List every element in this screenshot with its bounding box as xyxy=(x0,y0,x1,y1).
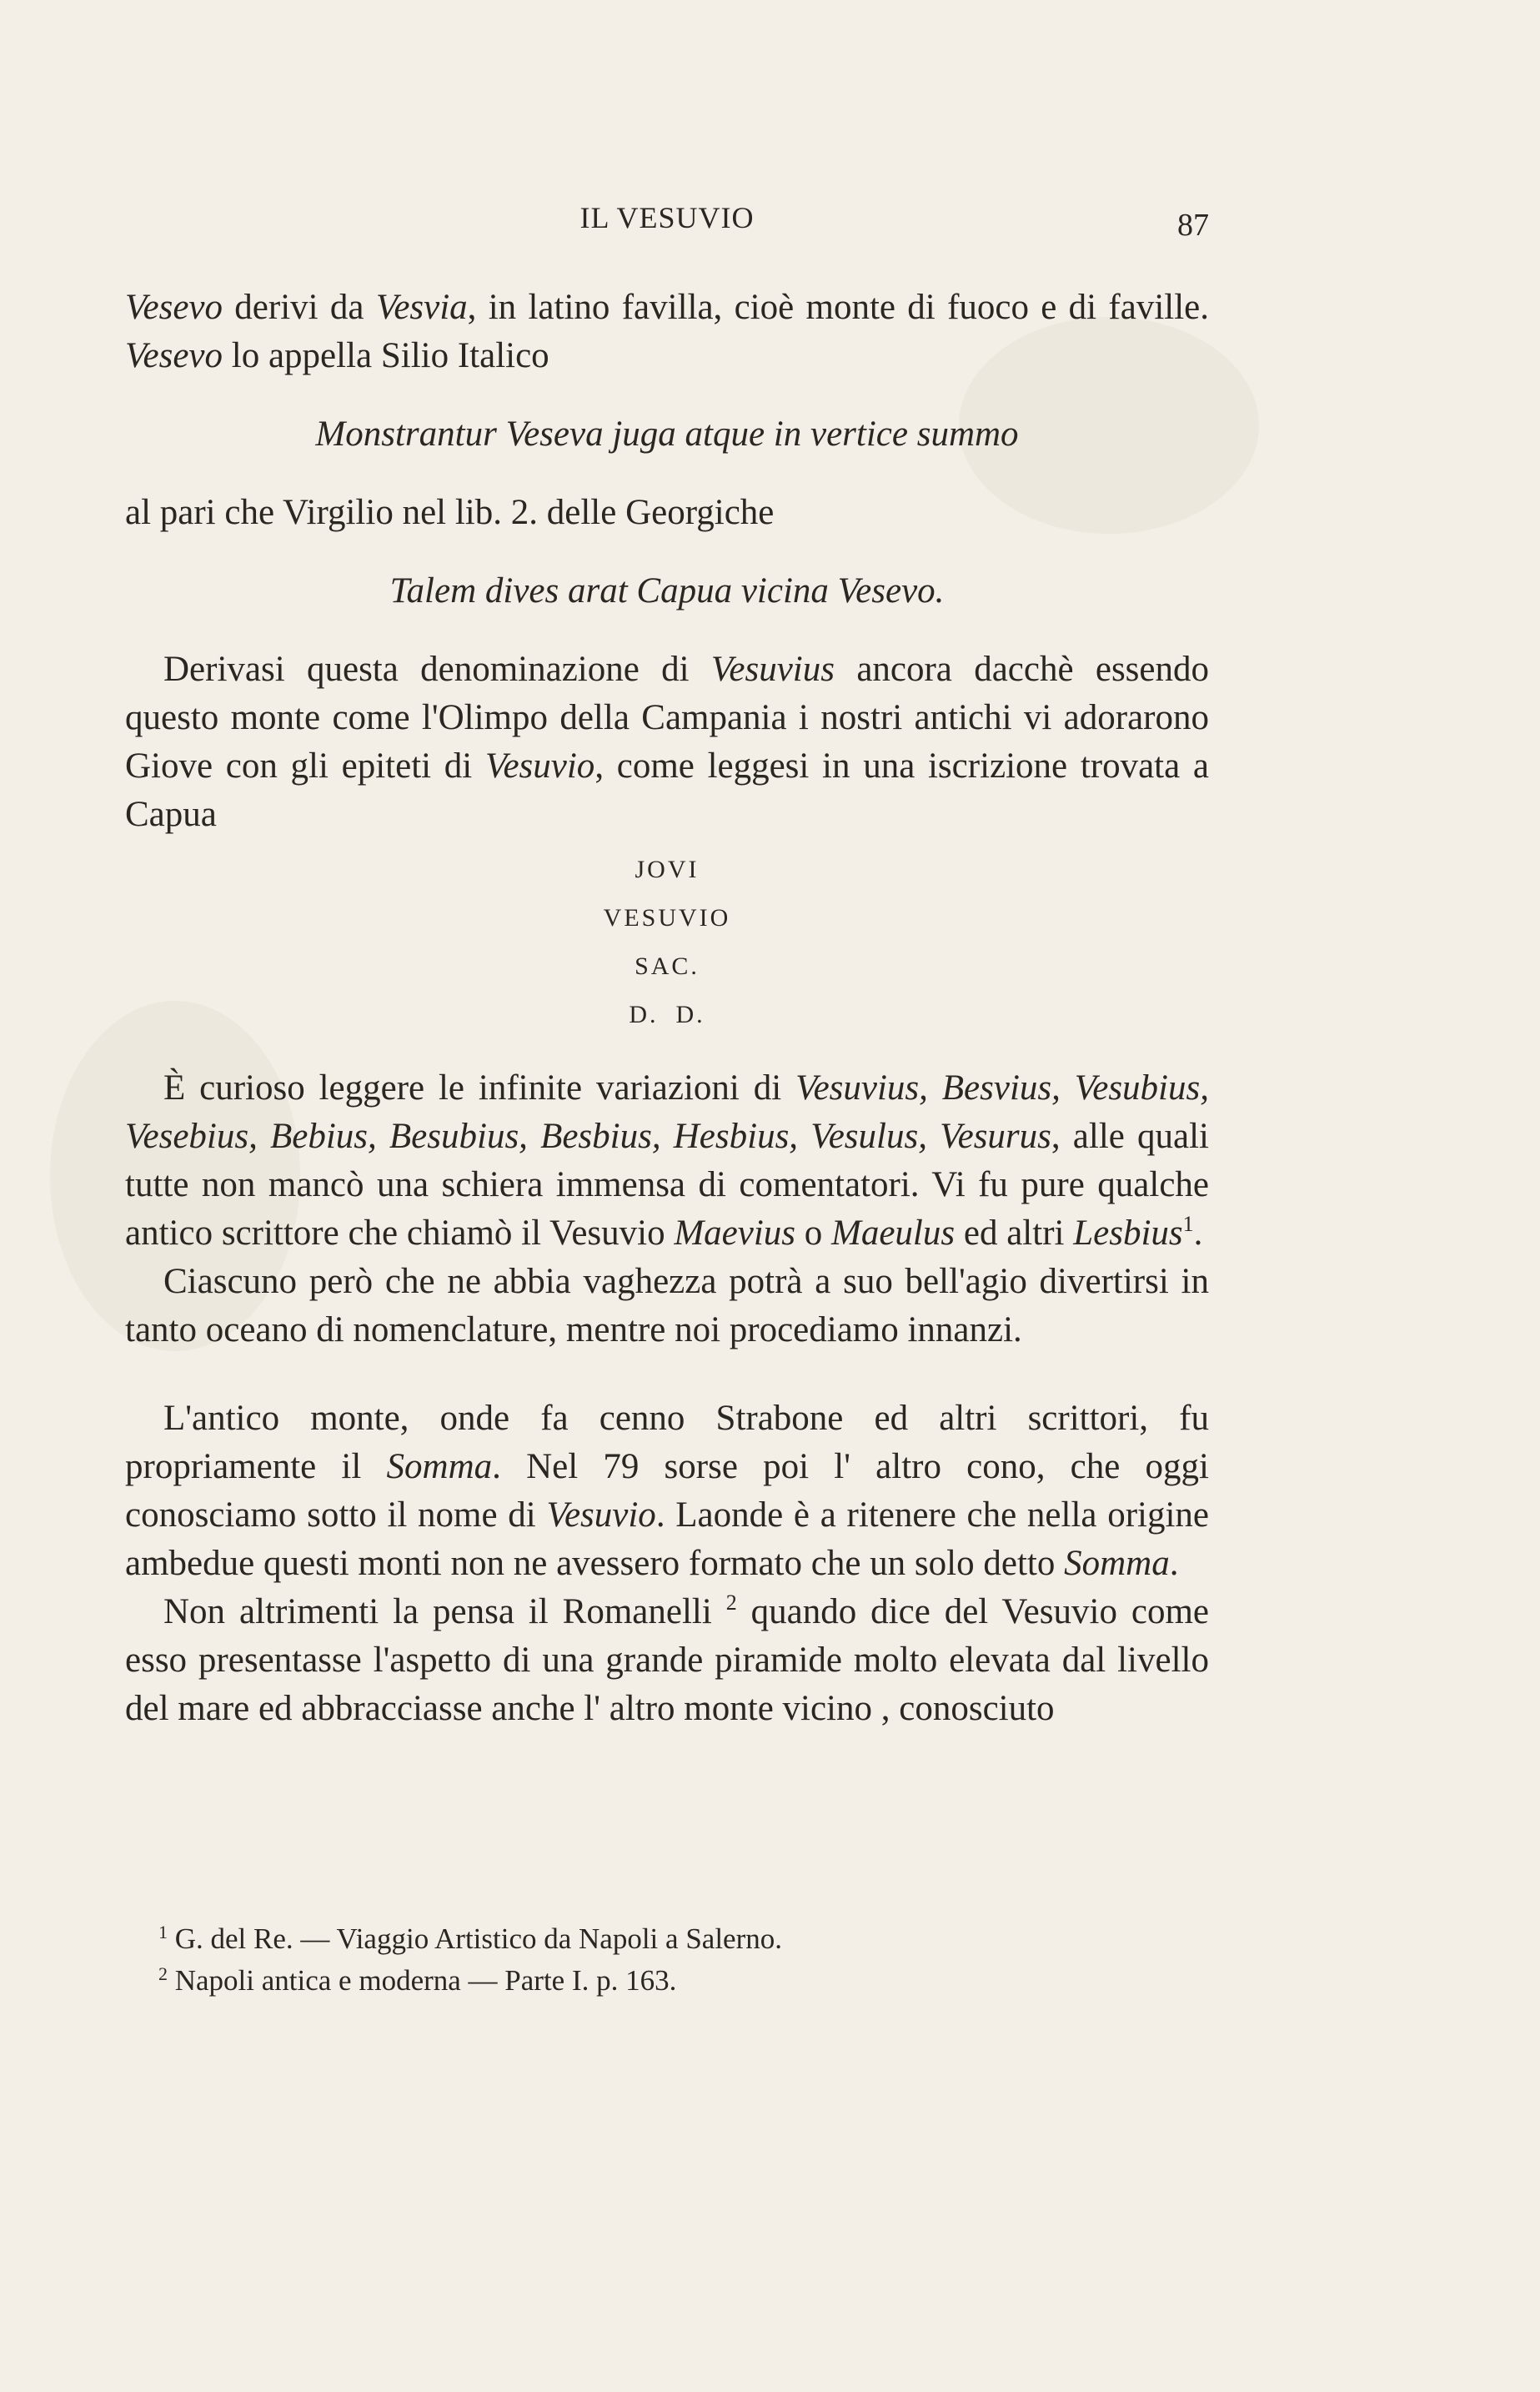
inscription-line: VESUVIO xyxy=(603,904,731,932)
italic-word: Somma xyxy=(386,1447,493,1486)
page-number: 87 xyxy=(1177,208,1209,243)
text-run: , come leggesi in una iscrizione trovata a Capua xyxy=(125,746,1209,834)
italic-word: Maevius xyxy=(674,1214,796,1253)
paragraph-5: Ciascuno però che ne abbia vaghezza potrà a suo bell'agio divertirsi in tanto oceano di nomenclature, mentre noi procediamo innanzi. xyxy=(125,1262,1209,1349)
text-run: . xyxy=(1193,1214,1203,1253)
italic-word: Somma xyxy=(1064,1544,1170,1583)
paragraph-7 xyxy=(125,1588,1209,1733)
text-run: Non altrimenti la pensa il Romanelli xyxy=(163,1592,726,1631)
paragraph-6 xyxy=(125,1394,1209,1588)
footnote-mark: 1 xyxy=(158,1922,168,1942)
page-header xyxy=(125,200,1209,250)
text-run: Derivasi questa denominazione di xyxy=(163,650,711,689)
footnote-text: Napoli antica e moderna — Parte I. p. 163. xyxy=(174,1964,677,1997)
paragraph-1 xyxy=(125,284,1209,380)
text-run: derivi da xyxy=(223,288,376,327)
footnotes xyxy=(158,1918,1209,2002)
latin-inscription xyxy=(125,846,1209,1039)
paragraph-2: al pari che Virgilio nel lib. 2. delle Georgiche xyxy=(125,493,775,532)
inscription-line: SAC. xyxy=(635,952,700,980)
text-run: ancora dacchè essendo questo monte come l'Olimpo della Campania i nostri antichi vi adorarono Giove con gli epiteti di xyxy=(125,650,1209,786)
paragraph-4 xyxy=(125,1064,1209,1258)
text-run: . Laonde è a ritenere che nella origine ambedue questi monti non ne avessero formato che un solo detto xyxy=(125,1495,1209,1583)
italic-word: Vesuvio xyxy=(546,1495,656,1535)
text-run: . xyxy=(1169,1544,1179,1583)
footnote-ref[interactable]: 2 xyxy=(725,1590,737,1615)
verse-quote-silio: Monstrantur Veseva juga atque in vertice summo xyxy=(315,415,1019,454)
italic-word: Vesuvius, Besvius, Vesubius, Vesebius, Bebius, Besubius, Besbius, Hesbius, Vesulus, Vesurus xyxy=(125,1068,1209,1156)
text-run: , in latino favilla, cioè monte di fuoco e di faville. xyxy=(467,288,1210,327)
text-run: quando dice del Vesuvio come esso presentasse l'aspetto di una grande piramide molto elevata dal livello del mare ed abbracciasse anche l' altro monte vicino , conosciuto xyxy=(125,1592,1209,1728)
italic-word: Vesuvio xyxy=(484,746,595,786)
paragraph-3 xyxy=(125,646,1209,839)
section-gap xyxy=(125,1354,1209,1394)
italic-word: Lesbius xyxy=(1073,1214,1183,1253)
text-run: È curioso leggere le infinite variazioni di xyxy=(163,1068,796,1108)
text-run: , alle quali tutte non mancò una schiera immensa di comentatori. Vi fu pure qualche antico scrittore che chiamò il Vesuvio xyxy=(125,1117,1210,1253)
inscription-line: D. D. xyxy=(629,1001,705,1028)
italic-word: Vesevo xyxy=(125,336,223,375)
footnote-2 xyxy=(158,1960,1209,2002)
text-run: . Nel 79 sorse poi l' altro cono, che oggi conosciamo sotto il nome di xyxy=(125,1447,1209,1535)
italic-word: Maeulus xyxy=(831,1214,956,1253)
footnote-ref[interactable]: 1 xyxy=(1182,1212,1194,1236)
text-run: L'antico monte, onde fa cenno Strabone ed altri scrittori, fu propriamente il xyxy=(125,1399,1209,1486)
text-run: o xyxy=(795,1214,832,1253)
running-title: IL VESUVIO xyxy=(579,201,755,234)
verse-quote-virgilio: Talem dives arat Capua vicina Vesevo. xyxy=(389,571,945,611)
footnote-1 xyxy=(158,1918,1209,1960)
footnote-mark: 2 xyxy=(158,1963,168,1984)
inscription-line: JOVI xyxy=(635,856,700,883)
italic-word: Vesevo xyxy=(125,288,223,327)
text-run: lo appella Silio Italico xyxy=(223,336,549,375)
footnote-text: G. del Re. — Viaggio Artistico da Napoli a Salerno. xyxy=(174,1922,782,1955)
text-run: ed altri xyxy=(955,1214,1074,1253)
body-text xyxy=(125,284,1209,1733)
italic-word: Vesuvius xyxy=(710,650,835,689)
italic-word: Vesvia xyxy=(375,288,468,327)
